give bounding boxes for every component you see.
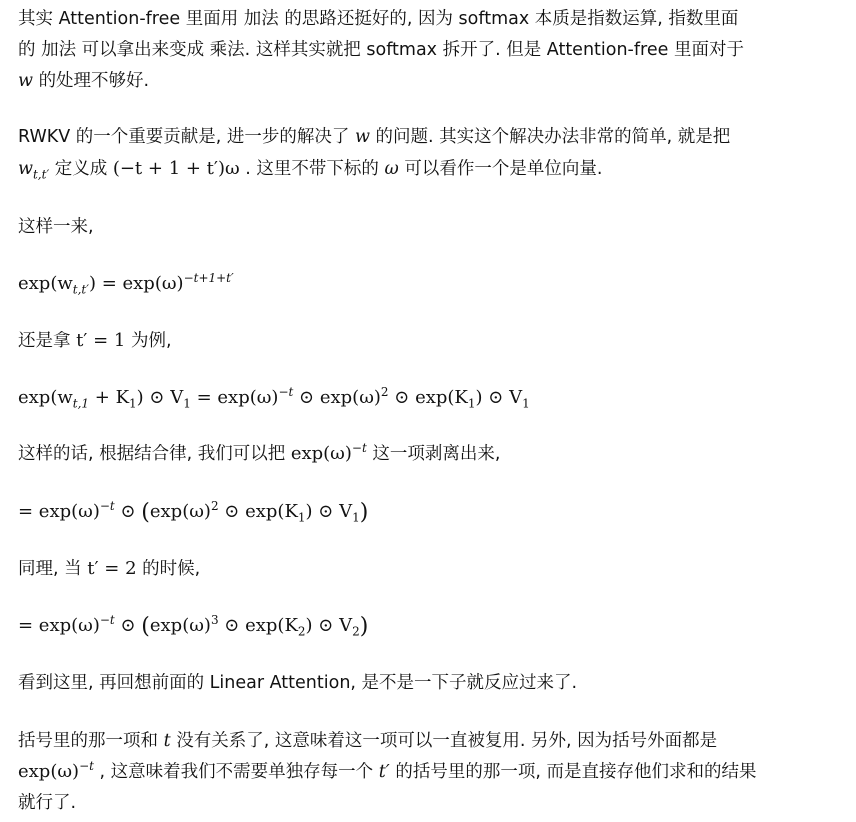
- eq1-rhs-sup: −t+1+t′: [183, 271, 234, 285]
- var-omega: ω: [384, 159, 399, 179]
- math-expr: exp(ω): [18, 761, 80, 782]
- eq1-lhs: exp(w: [18, 273, 73, 294]
- eq3-open-paren: (: [141, 500, 150, 525]
- subscript: t,t′: [32, 167, 50, 182]
- eq4-d-sub: 2: [297, 624, 306, 639]
- eq2-e: ⊙ exp(ω): [293, 387, 381, 408]
- p8-line2: [18, 759, 756, 785]
- p8-text3: 就行了.: [18, 793, 77, 813]
- p4-text-a: 还是拿: [18, 331, 71, 351]
- eq4-close-paren: ): [359, 614, 369, 639]
- p1-line3: [18, 68, 149, 94]
- var-w: w: [354, 127, 370, 147]
- eq2-b: + K: [89, 387, 130, 408]
- eq2-g-sub: 1: [522, 396, 530, 411]
- eq4-c-sup: 3: [210, 613, 219, 627]
- p3-line: [18, 214, 94, 240]
- math-expr: exp(ω): [290, 443, 352, 464]
- equation-1: [18, 271, 234, 297]
- eq2-d: = exp(ω): [190, 387, 279, 408]
- p2-line1: [18, 124, 730, 150]
- eq2-c: ) ⊙ V: [136, 387, 184, 408]
- p2-text2a: 定义成: [54, 159, 108, 179]
- eq4-e: ) ⊙ V: [305, 615, 353, 636]
- p5-text-a: 这样的话, 根据结合律, 我们可以把: [18, 444, 286, 464]
- p1-line1: [18, 6, 738, 32]
- eq1-lhs-sub: t,t′: [72, 282, 89, 297]
- math-sup: −t: [79, 759, 94, 774]
- eq4-d: ⊙ exp(K: [218, 615, 298, 636]
- p2-text2c: 可以看作一个是单位向量.: [404, 159, 603, 179]
- var-w: w: [18, 159, 33, 179]
- eq3-d: ⊙ exp(K: [218, 501, 298, 522]
- p8-text2b: 的括号里的那一项, 而是直接存他们求和的结果: [395, 762, 757, 782]
- p4-line: [18, 328, 172, 354]
- eq2-c-sub: 1: [183, 396, 191, 411]
- eq2-f: ⊙ exp(K: [388, 387, 468, 408]
- eq2-g: ) ⊙ V: [475, 387, 523, 408]
- p5-line: [18, 441, 500, 467]
- eq4-open-paren: (: [141, 614, 150, 639]
- var-t: t: [163, 731, 171, 751]
- eq3-c-sup: 2: [210, 499, 219, 513]
- p2-text2b: . 这里不带下标的: [245, 159, 379, 179]
- eq4-a: = exp(ω): [18, 615, 100, 636]
- p5-text-b: 这一项剥离出来,: [372, 444, 501, 464]
- p2-text1a: RWKV 的一个重要贡献是, 进一步的解决了: [18, 127, 350, 147]
- eq3-b: ⊙: [114, 501, 142, 522]
- equation-2: [18, 385, 530, 411]
- p8-line3: [18, 790, 76, 816]
- eq3-close-paren: ): [359, 500, 369, 525]
- equation-3: [18, 498, 368, 525]
- p6-text-b: 的时候,: [142, 559, 201, 579]
- eq4-b: ⊙: [114, 615, 142, 636]
- eq3-e-sub: 1: [352, 510, 360, 525]
- p8-text2a: , 这意味着我们不需要单独存每一个: [99, 762, 374, 782]
- p6-line: [18, 556, 200, 582]
- p4-text-b: 为例,: [130, 331, 172, 351]
- eq3-a: = exp(ω): [18, 501, 100, 522]
- eq2-a-sub: t,1: [72, 396, 90, 411]
- math-expr: t′ = 2: [87, 558, 137, 579]
- eq3-d-sub: 1: [297, 510, 306, 525]
- p7-line: [18, 670, 577, 696]
- eq2-b-sub: 1: [129, 396, 137, 411]
- eq3-a-sup: −t: [99, 499, 115, 513]
- p8-line1: [18, 728, 717, 754]
- eq2-d-sup: −t: [278, 385, 294, 399]
- p6-text-a: 同理, 当: [18, 559, 82, 579]
- math-expr: t′ = 1: [76, 330, 126, 351]
- p1-text1: 其实 Attention-free 里面用 加法 的思路还挺好的, 因为 softmax 本质是指数运算, 指数里面: [18, 9, 739, 29]
- eq4-e-sub: 2: [352, 624, 360, 639]
- eq3-c: exp(ω): [149, 501, 211, 522]
- math-sup: −t: [351, 441, 367, 456]
- p2-text1b: 的问题. 其实这个解决办法非常的简单, 就是把: [375, 127, 731, 147]
- p8-text1b: 没有关系了, 这意味着这一项可以一直被复用. 另外, 因为括号外面都是: [176, 731, 718, 751]
- math-expr: (−t + 1 + t′)ω: [112, 158, 240, 179]
- p8-text1a: 括号里的那一项和: [18, 731, 158, 751]
- var-w: w: [18, 71, 33, 91]
- p3-text: 这样一来,: [18, 217, 94, 237]
- equation-4: [18, 612, 368, 639]
- p7-text: 看到这里, 再回想前面的 Linear Attention, 是不是一下子就反应过来了.: [18, 673, 578, 693]
- eq4-c: exp(ω): [149, 615, 211, 636]
- eq4-a-sup: −t: [99, 613, 115, 627]
- eq3-e: ) ⊙ V: [305, 501, 353, 522]
- eq1-rhs: ) = exp(ω): [88, 273, 184, 294]
- p1-text3: 的处理不够好.: [38, 71, 150, 91]
- var-t-prime: t′: [378, 762, 390, 782]
- eq2-a: exp(w: [18, 387, 73, 408]
- eq2-e-sup: 2: [380, 385, 389, 399]
- p1-text2: 的 加法 可以拿出来变成 乘法. 这样其实就把 softmax 拆开了. 但是 Attention-free 里面对于: [18, 40, 744, 60]
- eq2-f-sub: 1: [467, 396, 476, 411]
- p1-line2: [18, 37, 744, 63]
- p2-line2: [18, 156, 602, 182]
